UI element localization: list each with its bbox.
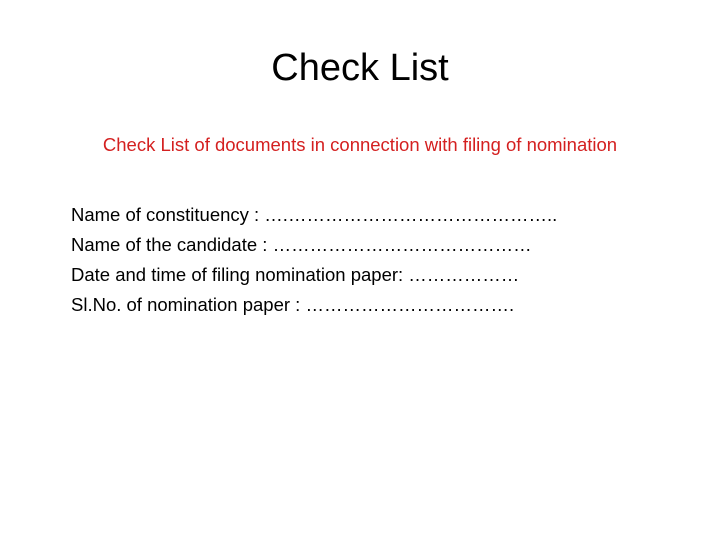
field-nomination-serial-number: Sl.No. of nomination paper : …………………………….: [71, 294, 515, 315]
field-list: [71, 200, 691, 320]
field-filing-date-time: Date and time of filing nomination paper: ………………: [71, 264, 520, 285]
field-candidate-name: Name of the candidate : ……………………………………: [71, 234, 532, 255]
subtitle: Check List of documents in connection with filing of nomination: [102, 134, 618, 155]
field-constituency: Name of constituency : ….……………………………………..: [71, 204, 558, 225]
page-title: Check List: [271, 47, 449, 89]
